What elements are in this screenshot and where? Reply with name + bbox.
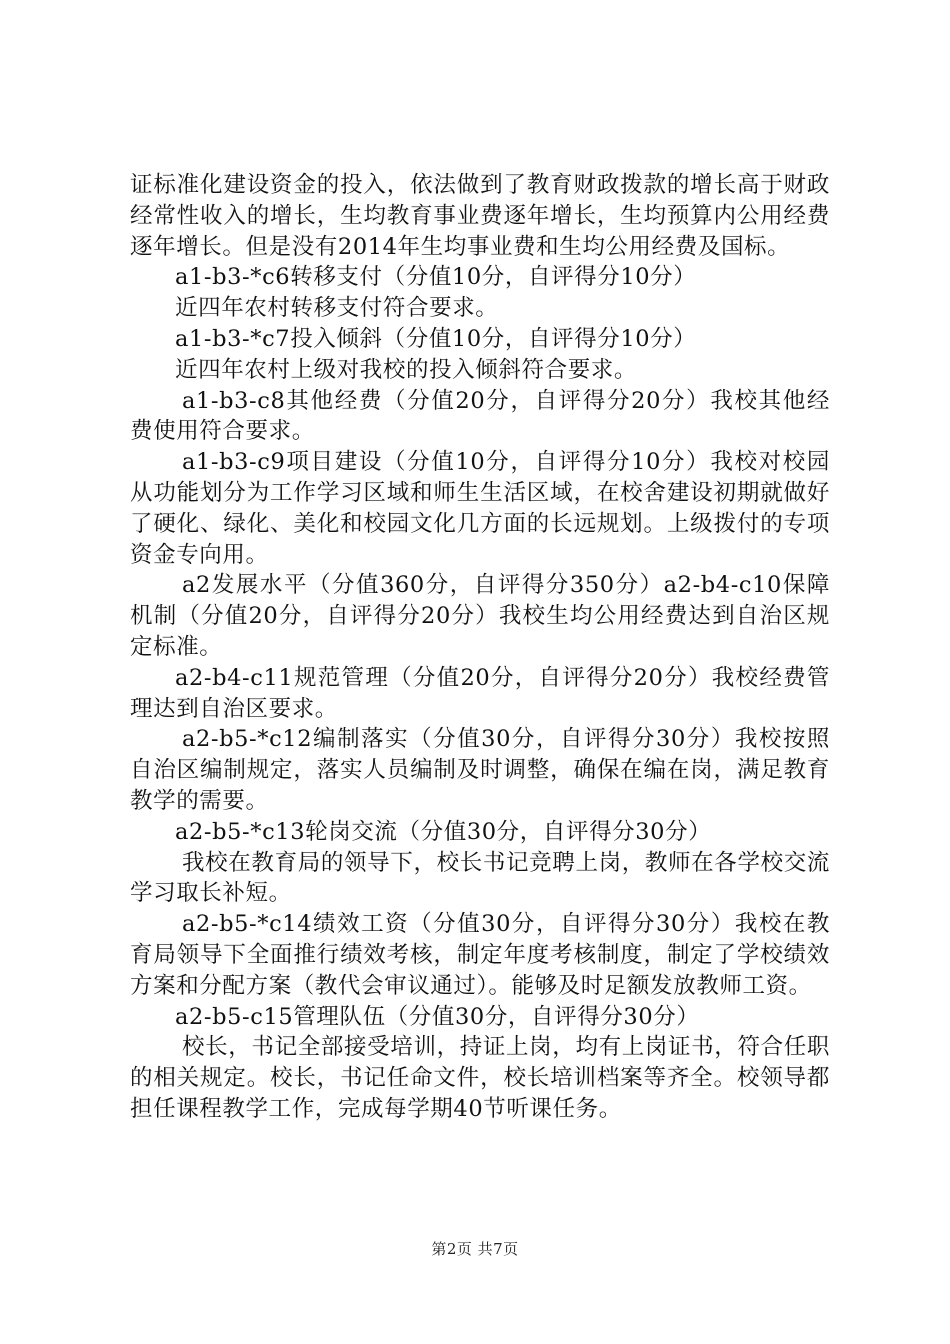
paragraph: a1-b3-*c7投入倾斜（分值10分，自评得分10分） (175, 325, 697, 352)
paragraph: a2发展水平（分值360分，自评得分350分）a2-b4-c10保障机制（分值20分，自评得分20分）我校生均公用经费达到自治区规定标准。 (130, 572, 830, 660)
paragraph: a2-b4-c11规范管理（分值20分，自评得分20分）我校经费管理达到自治区要求。 (130, 664, 830, 722)
paragraph: a2-b5-*c13轮岗交流（分值30分，自评得分30分） (175, 818, 712, 845)
paragraph: 近四年农村上级对我校的投入倾斜符合要求。 (175, 356, 638, 383)
paragraph: a2-b5-*c14绩效工资（分值30分，自评得分30分）我校在教育局领导下全面推行绩效考核，制定年度考核制度，制定了学校绩效方案和分配方案（教代会审议通过）。能够及时足额发放教师工资。 (130, 911, 830, 999)
paragraph: a1-b3-*c6转移支付（分值10分，自评得分10分） (175, 264, 697, 291)
paragraph: a2-b5-*c12编制落实（分值30分，自评得分30分）我校按照自治区编制规定，落实人员编制及时调整，确保在编在岗，满足教育教学的需要。 (130, 726, 830, 814)
document-body (130, 170, 830, 1125)
paragraph: a2-b5-c15管理队伍（分值30分，自评得分30分） (175, 1003, 700, 1030)
paragraph: 证标准化建设资金的投入，依法做到了教育财政拨款的增长高于财政经常性收入的增长，生均教育事业费逐年增长，生均预算内公用经费逐年增长。但是没有2014年生均事业费和生均公用经费及国标。 (130, 172, 830, 260)
paragraph: 我校在教育局的领导下，校长书记竞聘上岗，教师在各学校交流学习取长补短。 (130, 849, 830, 907)
page-number: 第2页 共7页 (431, 1240, 519, 1258)
paragraph: 近四年农村转移支付符合要求。 (175, 295, 499, 322)
paragraph: 校长，书记全部接受培训，持证上岗，均有上岗证书，符合任职的相关规定。校长，书记任命文件，校长培训档案等齐全。校领导都担任课程教学工作，完成每学期40节听课任务。 (130, 1034, 830, 1122)
paragraph: a1-b3-c9项目建设（分值10分，自评得分10分）我校对校园从功能划分为工作学习区域和师生生活区域，在校舍建设初期就做好了硬化、绿化、美化和校园文化几方面的长远规划。上级拨付的专项资金专向用。 (130, 449, 830, 568)
paragraph: a1-b3-c8其他经费（分值20分，自评得分20分）我校其他经费使用符合要求。 (130, 387, 830, 445)
